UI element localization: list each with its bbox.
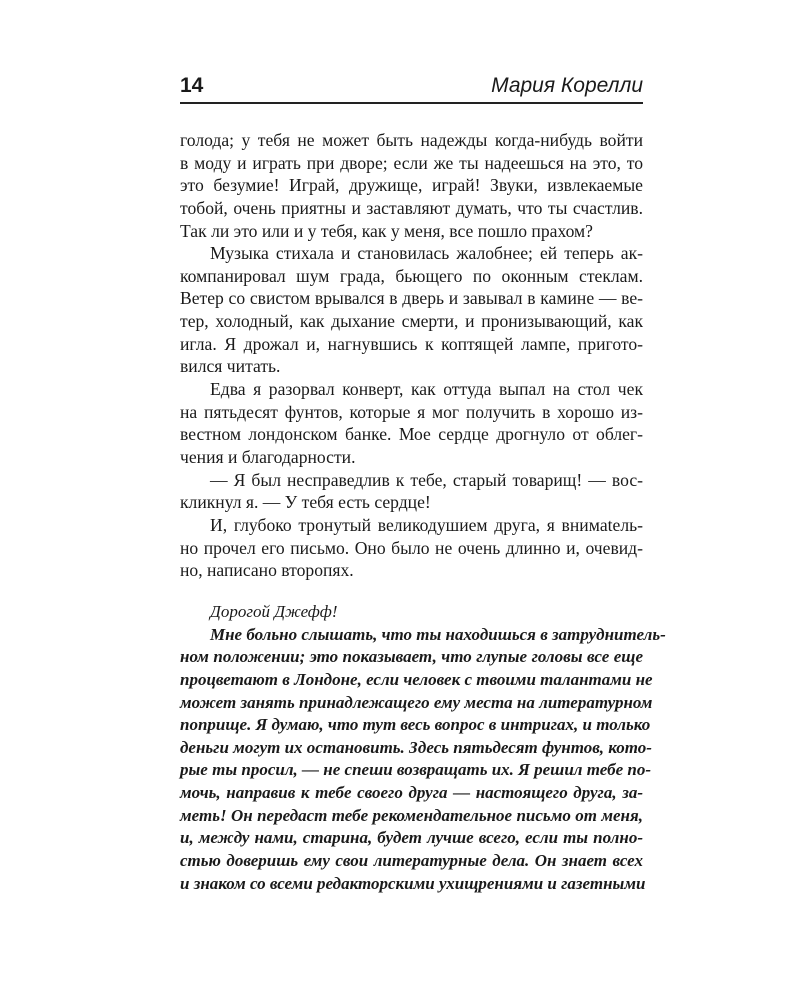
letter-line: стью доверишь ему свои литературные дела. Он знает всех	[180, 851, 643, 871]
paragraph-1-line: Музыка стихала и становилась жалобнее; ей теперь ак-	[210, 243, 643, 264]
letter-line: процветают в Лондоне, если человек с твоими талантами не	[180, 669, 653, 689]
header-rule	[180, 102, 643, 104]
paragraph-1-line: компанировал шум града, бьющего по оконным стеклам.	[180, 265, 643, 286]
letter-line: Мне больно слышать, что ты находишься в затруднитель-	[210, 624, 666, 644]
paragraph-2-line: на пятьдесят фунтов, которые я мог получить в хорошо из-	[180, 401, 643, 422]
paragraph-4-line: но прочел его письмо. Оно было не очень длинно и, очевид-	[180, 537, 643, 558]
paragraph-1-line: игла. Я дрожал и, нагнувшись к коптящей лампе, пригото-	[180, 333, 643, 354]
letter-line: ном положении; это показывает, что глупые головы все еще	[180, 647, 643, 667]
letter-line: меть! Он передаст тебе рекомендательное письмо от меня,	[180, 805, 643, 825]
letter-greeting: Дорогой Джефф!	[210, 602, 338, 621]
paragraph-2-line: вестном лондонском банке. Мое сердце дрогнуло от облег-	[180, 424, 643, 445]
body-text	[180, 129, 643, 582]
letter-line: рые ты просил, — не спеши возвращать их. Я решил тебе по-	[180, 760, 651, 780]
letter-line: деньги могут их остановить. Здесь пятьдесят фунтов, кото-	[180, 737, 652, 757]
letter-line: поприще. Я думаю, что тут весь вопрос в интригах, и только	[180, 715, 651, 735]
paragraph-0-line: Так ли это или и у тебя, как у меня, все пошло прахом?	[180, 220, 593, 241]
paragraph-4-line: но, написано второпях.	[180, 560, 354, 581]
paragraph-1-line: Ветер со свистом врывался в дверь и завывал в камине — ве-	[180, 288, 643, 309]
paragraph-1-line: тер, холодный, как дыхание смерти, и пронизывающий, как	[180, 311, 643, 332]
paragraph-0-line: тобой, очень приятны и заставляют думать, что ты счастлив.	[180, 197, 643, 218]
page-number: 14	[180, 74, 204, 97]
paragraph-0-line: в моду и играть при дворе; если же ты надеешься на это, то	[180, 152, 643, 173]
letter-line: может занять принадлежащего ему места на литературном	[180, 692, 653, 712]
paragraph-0-line: это безумие! Играй, дружище, играй! Звуки, извлекаемые	[180, 175, 643, 196]
paragraph-0-line: голода; у тебя не может быть надежды когда-нибудь войти	[180, 130, 643, 150]
paragraph-1-line: вился читать.	[180, 356, 281, 377]
letter-line: мочь, направив к тебе своего друга — настоящего друга, за-	[180, 783, 643, 803]
letter-line: и, между нами, старина, будет лучше всего, если ты полно-	[180, 828, 643, 848]
running-title-author: Мария Корелли	[491, 74, 643, 97]
paragraph-4-line: И, глубоко тронутый великодушием друга, я внимatель-	[210, 514, 643, 535]
paragraph-2-line: Едва я разорвал конверт, как оттуда выпал на стол чек	[210, 379, 643, 400]
page-header	[180, 72, 643, 102]
paragraph-3-line: кликнул я. — У тебя есть сердце!	[180, 492, 431, 513]
paragraph-3-line: — Я был несправедлив к тебе, старый товарищ! — вос-	[210, 469, 643, 490]
letter-line: и знаком со всеми редакторскими ухищрениями и газетными	[180, 873, 646, 893]
paragraph-2-line: чения и благодарности.	[180, 446, 356, 467]
letter-text	[180, 601, 666, 895]
